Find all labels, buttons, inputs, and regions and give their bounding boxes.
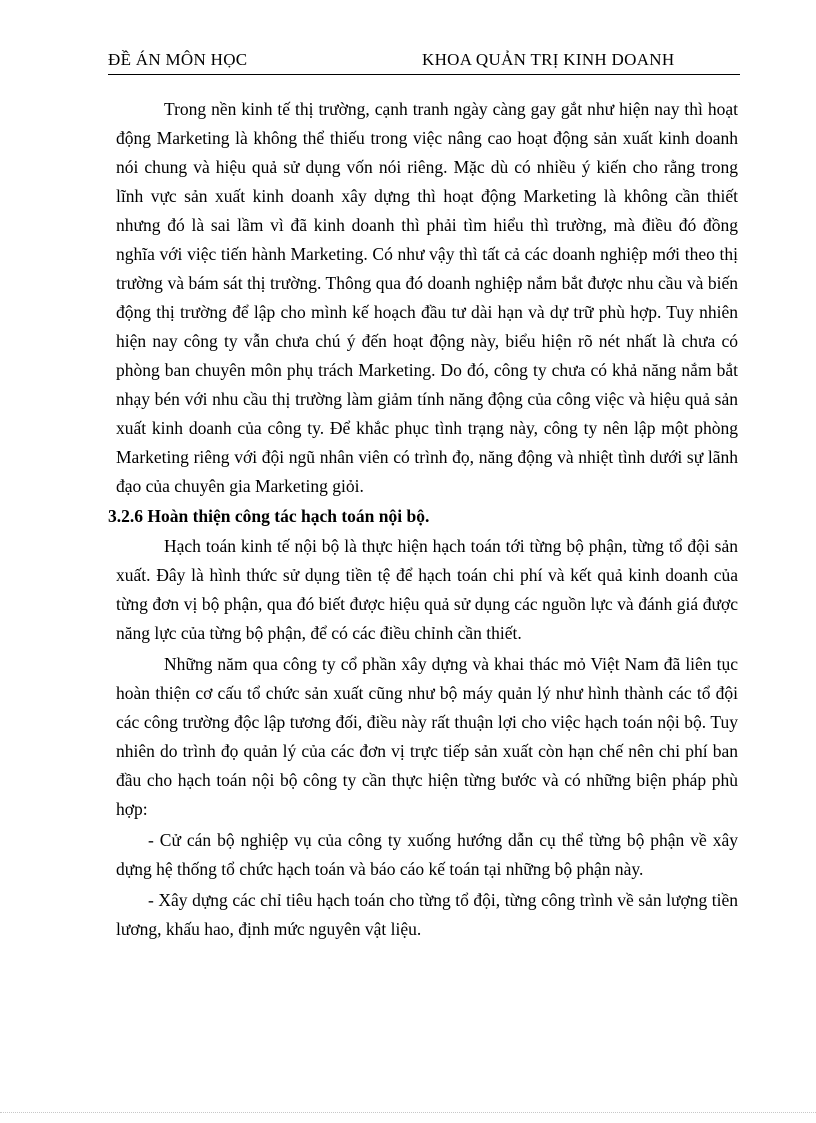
paragraph-marketing: Trong nền kinh tế thị trường, cạnh tranh ngày càng gay gắt như hiện nay thì hoạt động Marketing là không thể thiếu trong việc nâng cao hoạt động sản xuất kinh doanh nói chung và hiệu quả sử dụng vốn nói riêng. Mặc dù có nhiều ý kiến cho rằng trong lĩnh vực sản xuất kinh doanh xây dựng thì hoạt động Marketing là không cần thiết nhưng đó là sai lầm vì đã kinh doanh thì phải tìm hiểu thì trường, mà điều đó đồng nghĩa với việc tiến hành Marketing. Có như vậy thì tất cả các doanh nghiệp mới theo thị trường và bám sát thị trường. Thông qua đó doanh nghiệp nắm bắt được nhu cầu và biến động thị trường để lập cho mình kế hoạch đầu tư dài hạn và dự trữ phù hợp. Tuy nhiên hiện nay công ty vẫn chưa chú ý đến hoạt động này, biểu hiện rõ nét nhất là chưa có phòng ban chuyên môn phụ trách Marketing. Do đó, công ty chưa có khả năng nắm bắt nhạy bén với nhu cầu thị trường làm giảm tính năng động của công việc và hiệu quả sản xuất kinh doanh của công ty. Để khắc phục tình trạng này, công ty nên lập một phòng Marketing riêng với đội ngũ nhân viên có trình đọ, năng động và nhiệt tình dưới sự lãnh đạo của chuyên gia Marketing giỏi. [116, 99, 738, 496]
header-faculty-name: KHOA QUẢN TRỊ KINH DOANH [422, 50, 675, 69]
bullet-marker: - [148, 890, 154, 910]
paragraph-internal-accounting: Hạch toán kinh tế nội bộ là thực hiện hạch toán tới từng bộ phận, từng tổ đội sản xuất. Đây là hình thức sử dụng tiền tệ để hạch toán chi phí và kết quả kinh doanh của từng đơn vị bộ phận, qua đó biết được hiệu quả sử dụng các nguồn lực và đánh giá được năng lực của từng bộ phận, để có các điều chỉnh cần thiết. [116, 536, 738, 643]
section-heading: 3.2.6 Hoàn thiện công tác hạch toán nội bộ. [108, 506, 430, 526]
bullet-item [116, 826, 738, 884]
bullet-marker: - [148, 830, 154, 850]
header-course-title: ĐỀ ÁN MÔN HỌC [108, 50, 248, 69]
page-bottom-divider [0, 1112, 816, 1113]
bullet-text: Cử cán bộ nghiệp vụ của công ty xuống hướng dẫn cụ thể từng bộ phận về xây dựng hệ thống tổ chức hạch toán và báo cáo kế toán tại những bộ phận này. [116, 830, 738, 879]
bullet-item [116, 886, 738, 944]
document-body [108, 95, 739, 944]
page-header [108, 48, 740, 75]
paragraph-company-structure: Những năm qua công ty cổ phần xây dựng và khai thác mỏ Việt Nam đã liên tục hoàn thiện cơ cấu tổ chức sản xuất cũng như bộ máy quản lý như hình thành các tổ đội các công trường độc lập tương đối, điều này rất thuận lợi cho việc hạch toán nội bộ. Tuy nhiên do trình đọ quản lý của các đơn vị trực tiếp sản xuất còn hạn chế nên chi phí ban đầu cho hạch toán nội bộ công ty cần thực hiện từng bước và có những biện pháp phù hợp: [116, 654, 738, 819]
bullet-text: Xây dựng các chỉ tiêu hạch toán cho từng tổ đội, từng công trình về sản lượng tiền lương, khấu hao, định mức nguyên vật liệu. [116, 890, 739, 939]
